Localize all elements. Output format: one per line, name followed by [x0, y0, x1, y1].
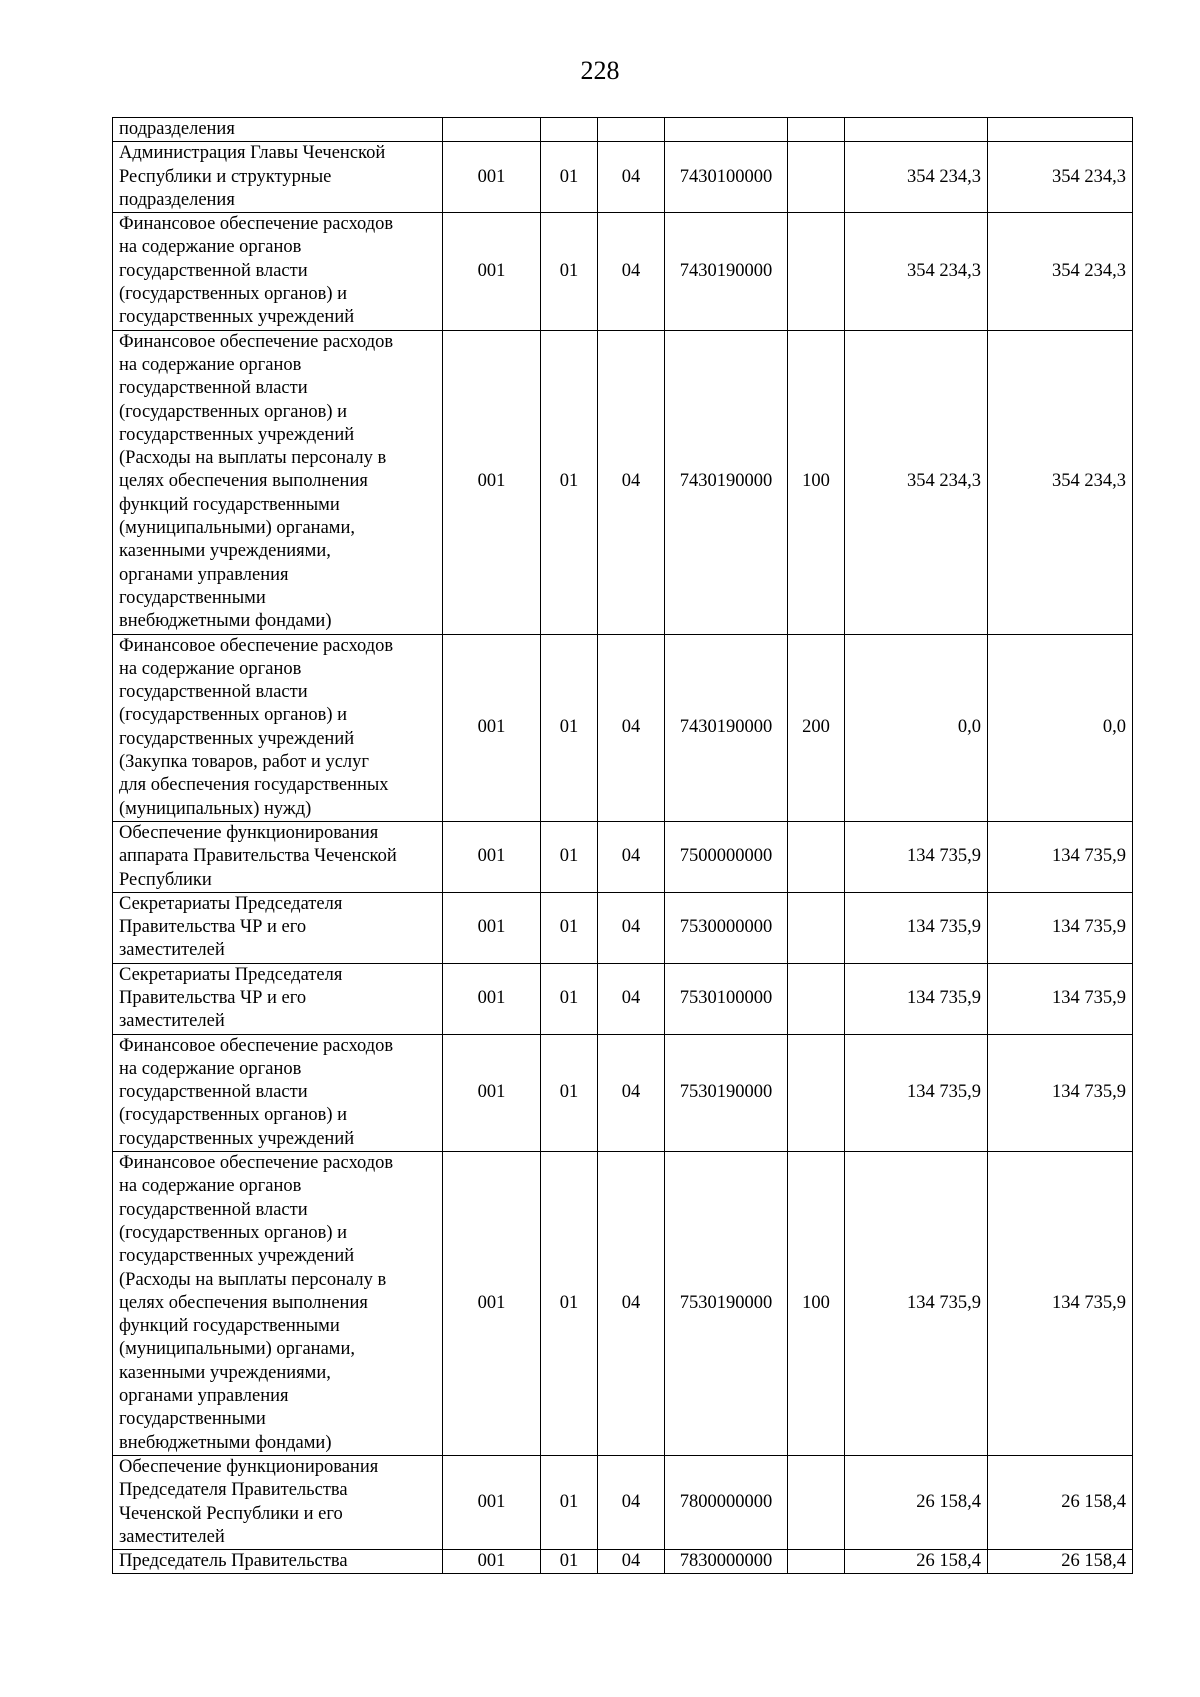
row-sum2-cell: 134 735,9	[988, 892, 1133, 963]
row-sum1-cell: 134 735,9	[845, 1152, 988, 1456]
row-sum1-cell: 354 234,3	[845, 213, 988, 330]
row-csr-cell: 7430100000	[665, 142, 788, 213]
row-sum1-cell	[845, 118, 988, 142]
row-name-cell: Обеспечение функционирования аппарата Правительства Чеченской Республики	[113, 821, 443, 892]
row-rz-cell: 01	[541, 821, 598, 892]
row-pr-cell: 04	[598, 1455, 665, 1549]
row-csr-cell: 7430190000	[665, 634, 788, 821]
table-row	[113, 213, 1133, 330]
row-pr-cell: 04	[598, 634, 665, 821]
row-rz-cell: 01	[541, 892, 598, 963]
row-sum1-cell: 354 234,3	[845, 330, 988, 634]
row-name-cell: Председатель Правительства	[113, 1550, 443, 1574]
row-rz-cell: 01	[541, 963, 598, 1034]
row-vr-cell	[788, 963, 845, 1034]
row-sum1-cell: 134 735,9	[845, 821, 988, 892]
row-pr-cell: 04	[598, 963, 665, 1034]
row-vr-cell: 100	[788, 1152, 845, 1456]
row-sum2-cell: 26 158,4	[988, 1455, 1133, 1549]
row-sum2-cell: 134 735,9	[988, 1034, 1133, 1151]
table-row	[113, 142, 1133, 213]
row-name-cell: Секретариаты Председателя Правительства ЧР и его заместителей	[113, 892, 443, 963]
row-pr-cell: 04	[598, 821, 665, 892]
row-csr-cell: 7530190000	[665, 1152, 788, 1456]
row-csr-cell: 7530000000	[665, 892, 788, 963]
row-vr-cell	[788, 142, 845, 213]
row-gr-cell: 001	[443, 330, 541, 634]
row-gr-cell: 001	[443, 634, 541, 821]
row-vr-cell	[788, 213, 845, 330]
row-gr-cell	[443, 118, 541, 142]
row-rz-cell: 01	[541, 1034, 598, 1151]
row-pr-cell: 04	[598, 1152, 665, 1456]
table-row	[113, 821, 1133, 892]
row-csr-cell	[665, 118, 788, 142]
row-vr-cell	[788, 892, 845, 963]
row-pr-cell: 04	[598, 142, 665, 213]
row-gr-cell: 001	[443, 892, 541, 963]
row-gr-cell: 001	[443, 1152, 541, 1456]
row-name-cell: Финансовое обеспечение расходов на содержание органов государственной власти (государственных органов) и государственных учреждений (Закупка товаров, работ и услуг для обеспечения государственных (муниципальных) нужд)	[113, 634, 443, 821]
row-csr-cell: 7800000000	[665, 1455, 788, 1549]
row-rz-cell: 01	[541, 634, 598, 821]
row-sum2-cell: 354 234,3	[988, 142, 1133, 213]
row-gr-cell: 001	[443, 213, 541, 330]
table-row	[113, 330, 1133, 634]
row-pr-cell: 04	[598, 330, 665, 634]
row-name-cell: Администрация Главы Чеченской Республики и структурные подразделения	[113, 142, 443, 213]
row-sum2-cell: 354 234,3	[988, 213, 1133, 330]
budget-table-body	[113, 118, 1133, 1574]
row-sum2-cell: 26 158,4	[988, 1550, 1133, 1574]
row-pr-cell: 04	[598, 1550, 665, 1574]
row-rz-cell: 01	[541, 1550, 598, 1574]
row-name-cell: Финансовое обеспечение расходов на содержание органов государственной власти (государственных органов) и государственных учреждений (Расходы на выплаты персоналу в целях обеспечения выполнения функций государственными (муниципальными) органами, казенными учреждениями, органами управления государственными внебюджетными фондами)	[113, 330, 443, 634]
row-rz-cell: 01	[541, 1152, 598, 1456]
row-rz-cell	[541, 118, 598, 142]
row-csr-cell: 7500000000	[665, 821, 788, 892]
row-rz-cell: 01	[541, 142, 598, 213]
table-row	[113, 892, 1133, 963]
row-vr-cell	[788, 118, 845, 142]
row-pr-cell: 04	[598, 892, 665, 963]
row-pr-cell: 04	[598, 1034, 665, 1151]
row-sum2-cell: 354 234,3	[988, 330, 1133, 634]
row-csr-cell: 7430190000	[665, 330, 788, 634]
row-sum1-cell: 354 234,3	[845, 142, 988, 213]
row-sum2-cell: 134 735,9	[988, 1152, 1133, 1456]
row-gr-cell: 001	[443, 963, 541, 1034]
row-name-cell: подразделения	[113, 118, 443, 142]
row-csr-cell: 7430190000	[665, 213, 788, 330]
row-gr-cell: 001	[443, 1455, 541, 1549]
row-vr-cell	[788, 821, 845, 892]
table-row	[113, 634, 1133, 821]
row-rz-cell: 01	[541, 330, 598, 634]
table-row	[113, 118, 1133, 142]
table-row	[113, 1034, 1133, 1151]
row-vr-cell: 100	[788, 330, 845, 634]
budget-table	[112, 117, 1133, 1574]
row-sum1-cell: 26 158,4	[845, 1550, 988, 1574]
row-vr-cell	[788, 1455, 845, 1549]
row-gr-cell: 001	[443, 142, 541, 213]
table-row	[113, 1152, 1133, 1456]
row-vr-cell	[788, 1550, 845, 1574]
row-sum1-cell: 0,0	[845, 634, 988, 821]
table-row	[113, 1455, 1133, 1549]
row-gr-cell: 001	[443, 1034, 541, 1151]
row-name-cell: Финансовое обеспечение расходов на содержание органов государственной власти (государственных органов) и государственных учреждений	[113, 213, 443, 330]
row-vr-cell	[788, 1034, 845, 1151]
row-sum2-cell	[988, 118, 1133, 142]
table-row	[113, 963, 1133, 1034]
table-row	[113, 1550, 1133, 1574]
row-sum1-cell: 134 735,9	[845, 892, 988, 963]
row-sum2-cell: 134 735,9	[988, 821, 1133, 892]
row-sum1-cell: 134 735,9	[845, 1034, 988, 1151]
row-csr-cell: 7530100000	[665, 963, 788, 1034]
row-vr-cell: 200	[788, 634, 845, 821]
row-csr-cell: 7530190000	[665, 1034, 788, 1151]
row-name-cell: Обеспечение функционирования Председателя Правительства Чеченской Республики и его заместителей	[113, 1455, 443, 1549]
row-sum2-cell: 134 735,9	[988, 963, 1133, 1034]
row-csr-cell: 7830000000	[665, 1550, 788, 1574]
row-rz-cell: 01	[541, 213, 598, 330]
row-sum1-cell: 134 735,9	[845, 963, 988, 1034]
row-name-cell: Финансовое обеспечение расходов на содержание органов государственной власти (государственных органов) и государственных учреждений (Расходы на выплаты персоналу в целях обеспечения выполнения функций государственными (муниципальными) органами, казенными учреждениями, органами управления государственными внебюджетными фондами)	[113, 1152, 443, 1456]
row-name-cell: Секретариаты Председателя Правительства ЧР и его заместителей	[113, 963, 443, 1034]
row-sum1-cell: 26 158,4	[845, 1455, 988, 1549]
row-pr-cell: 04	[598, 213, 665, 330]
row-sum2-cell: 0,0	[988, 634, 1133, 821]
row-rz-cell: 01	[541, 1455, 598, 1549]
row-gr-cell: 001	[443, 1550, 541, 1574]
row-pr-cell	[598, 118, 665, 142]
row-gr-cell: 001	[443, 821, 541, 892]
page-number: 228	[580, 56, 620, 85]
row-name-cell: Финансовое обеспечение расходов на содержание органов государственной власти (государственных органов) и государственных учреждений	[113, 1034, 443, 1151]
